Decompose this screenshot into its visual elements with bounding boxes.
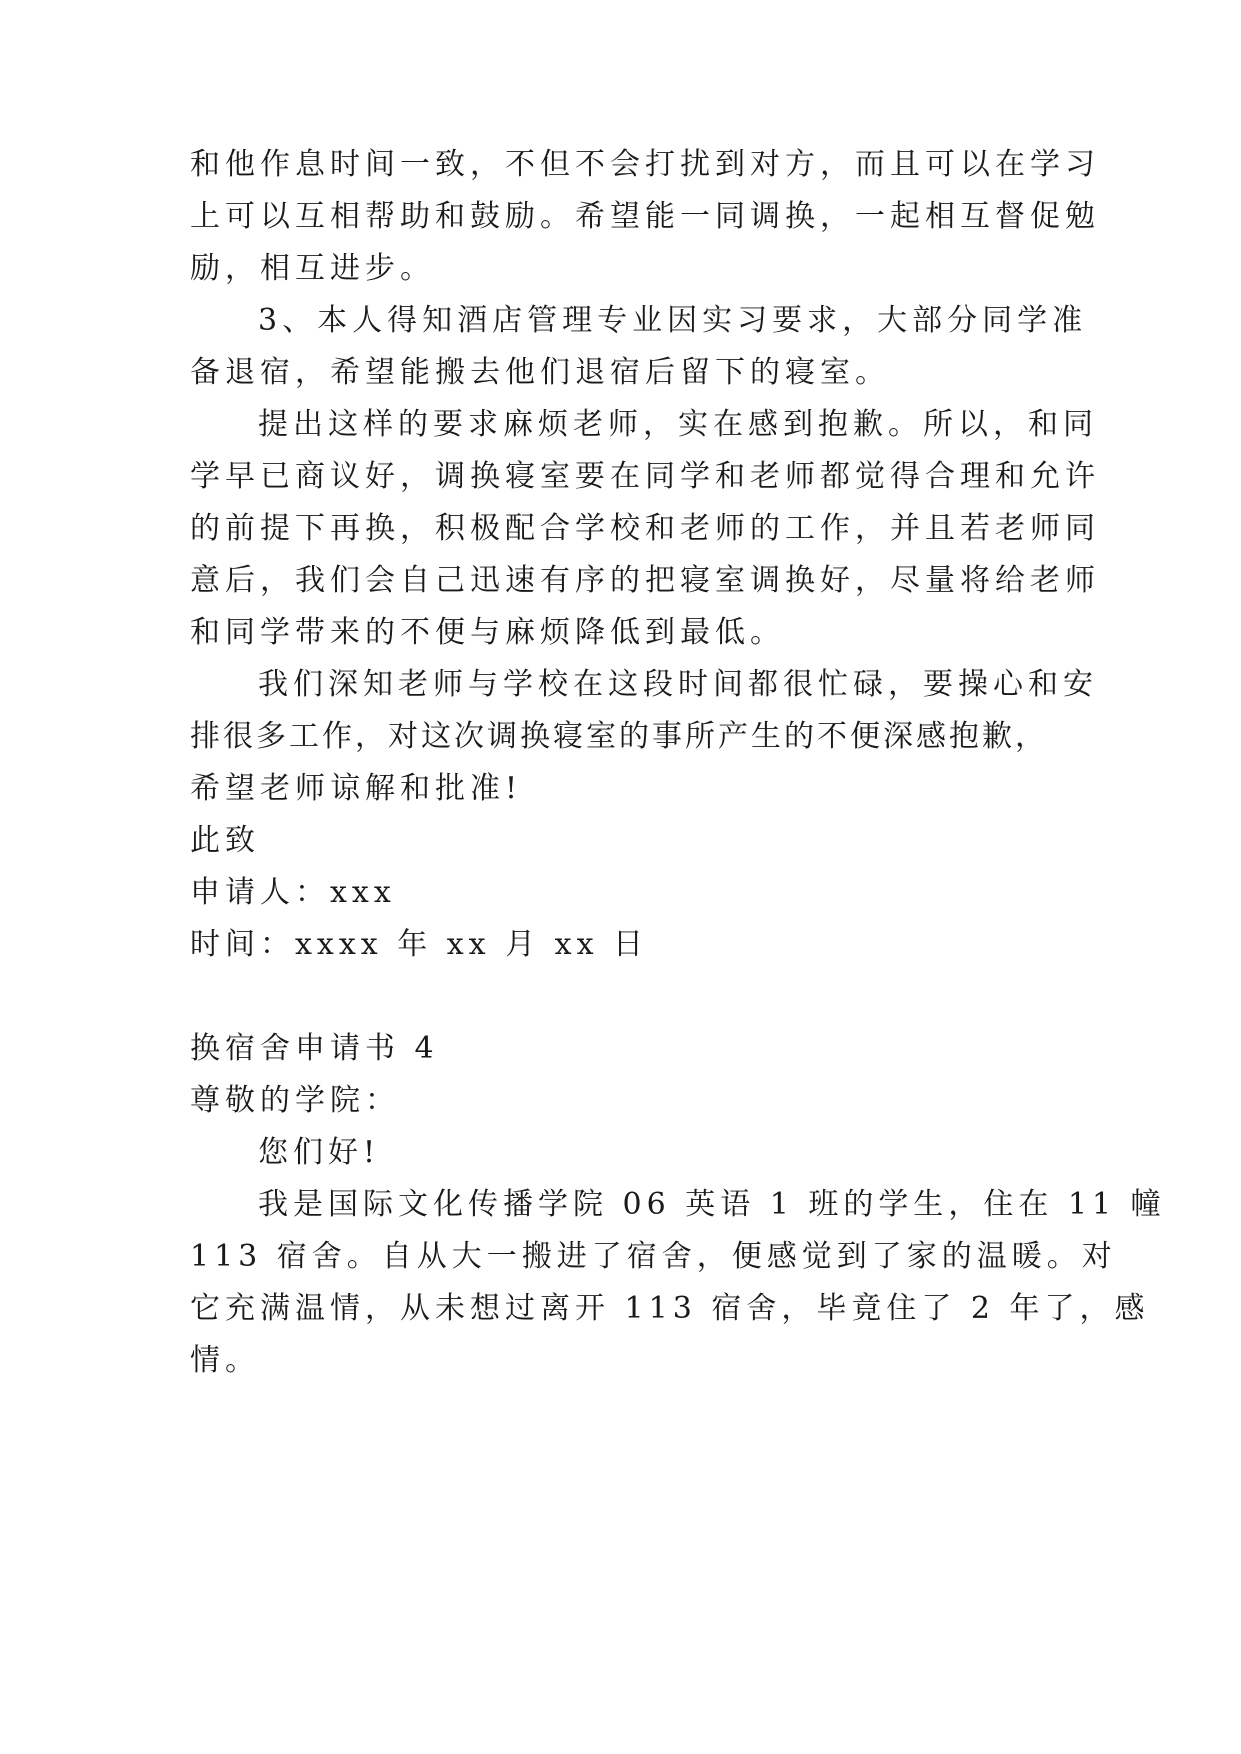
salutation: 此致 <box>190 823 260 858</box>
text-line: 排很多工作，对这次调换寝室的事所产生的不便深感抱歉， <box>190 719 1048 754</box>
text-line: 意后，我们会自己迅速有序的把寝室调换好，尽量将给老师 <box>190 563 1100 598</box>
text-line: 和同学带来的不便与麻烦降低到最低。 <box>190 615 785 650</box>
greeting: 您们好! <box>258 1135 381 1170</box>
text-line: 励，相互进步。 <box>190 251 435 286</box>
text-line: 情。 <box>190 1343 260 1378</box>
text-line: 我们深知老师与学校在这段时间都很忙碌，要操心和安 <box>258 667 1098 702</box>
text-line: 希望老师谅解和批准! <box>190 771 523 806</box>
text-line: 和他作息时间一致，不但不会打扰到对方，而且可以在学习 <box>190 147 1100 182</box>
text-line: 提出这样的要求麻烦老师，实在感到抱歉。所以，和同 <box>258 407 1098 442</box>
text-line: 上可以互相帮助和鼓励。希望能一同调换，一起相互督促勉 <box>190 199 1100 234</box>
text-line: 备退宿，希望能搬去他们退宿后留下的寝室。 <box>190 355 890 390</box>
text-line: 的前提下再换，积极配合学校和老师的工作，并且若老师同 <box>190 511 1100 546</box>
applicant-line: 申请人：xxx <box>190 875 396 910</box>
text-line: 3、本人得知酒店管理专业因实习要求，大部分同学准 <box>258 303 1088 338</box>
text-line: 113 宿舍。自从大一搬进了宿舍，便感觉到了家的温暖。对 <box>190 1239 1117 1274</box>
date-line: 时间：xxxx 年 xx 月 xx 日 <box>190 927 649 962</box>
section-title: 换宿舍申请书 4 <box>190 1031 439 1066</box>
text-line: 学早已商议好，调换寝室要在同学和老师都觉得合理和允许 <box>190 459 1100 494</box>
text-line: 它充满温情，从未想过离开 113 宿舍，毕竟住了 2 年了，感 <box>190 1291 1150 1326</box>
addressee: 尊敬的学院： <box>190 1083 400 1118</box>
text-line: 我是国际文化传播学院 06 英语 1 班的学生，住在 11 幢 <box>258 1187 1166 1222</box>
